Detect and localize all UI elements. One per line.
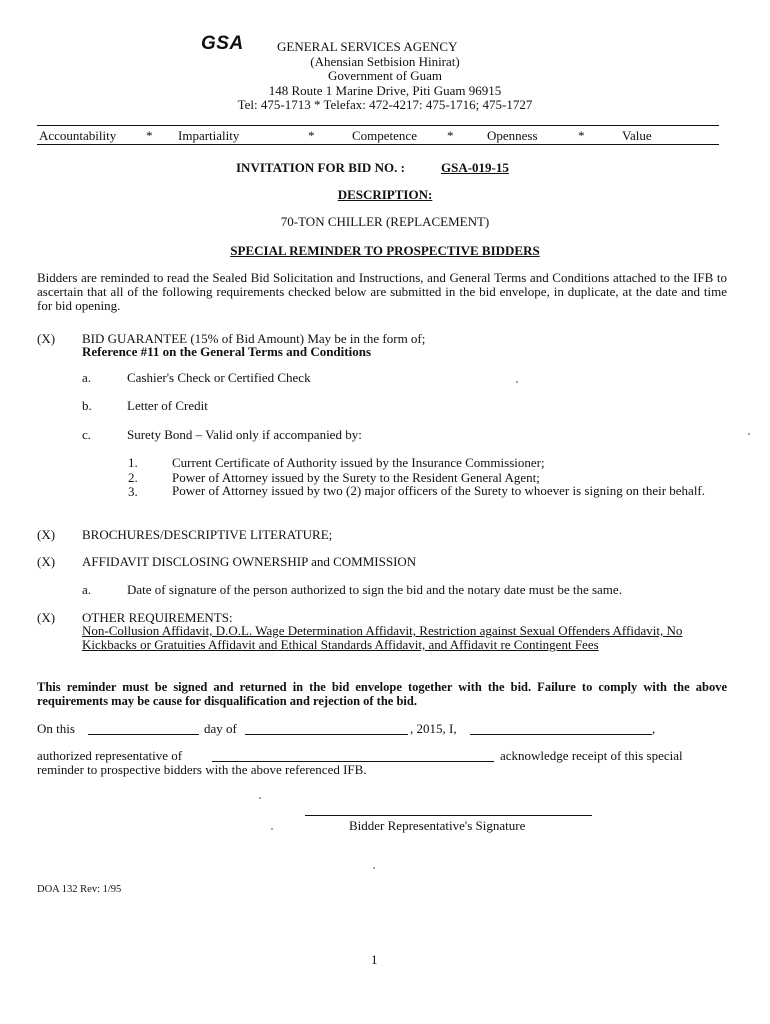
agency-native-name: (Ahensian Setbision Hinirat) [310, 54, 460, 69]
ack-year: , 2015, I, [410, 721, 457, 736]
ack-comma: , [652, 721, 656, 736]
ack-acknowledge: acknowledge receipt of this special [500, 748, 683, 763]
value-accountability: Accountability [39, 128, 117, 143]
agency-name: GENERAL SERVICES AGENCY [277, 39, 458, 54]
option-letter: a. [82, 370, 92, 385]
value-competence: Competence [352, 128, 417, 143]
ack-authorized: authorized representative of [37, 748, 183, 763]
surety-condition-num: 2. [128, 470, 138, 485]
value-value: Value [622, 128, 652, 143]
page-number: 1 [371, 952, 378, 967]
bid-guarantee-reference: Reference #11 on the General Terms and Conditions [82, 344, 372, 359]
affidavit-title: AFFIDAVIT DISCLOSING OWNERSHIP and COMMISSION [82, 554, 417, 569]
value-impartiality: Impartiality [178, 128, 240, 143]
surety-condition-num: 1. [128, 455, 138, 470]
ack-on-this: On this [37, 721, 75, 736]
value-separator: * [447, 128, 454, 143]
agency-phones: Tel: 475-1713 * Telefax: 472-4217: 475-1716; 475-1727 [237, 97, 533, 112]
reminder-heading: SPECIAL REMINDER TO PROSPECTIVE BIDDERS [230, 243, 540, 258]
intro-paragraph: Bidders are reminded to read the Sealed Bid Solicitation and Instructions, and General Terms and Conditions attached to the IFB to ascertain that all of the following requirements checked below are submitted in the bid envelope, in duplicate, at the date and time for bid opening. [37, 270, 727, 313]
form-code: DOA 132 Rev: 1/95 [37, 884, 122, 895]
other-requirements-list: Non-Collusion Affidavit, D.O.L. Wage Determination Affidavit, Restriction against Sexual Offenders Affidavit, No Kickbacks or Gratuities Affidavit and Ethical Standards Affidavit, and Affidavit re Contingent Fees [82, 623, 683, 652]
government-line: Government of Guam [327, 68, 443, 83]
brochures-mark: (X) [37, 527, 56, 542]
surety-condition-officers: Power of Attorney issued by two (2) major officers of the Surety to whoever is signing on their behalf. [172, 483, 706, 498]
bid-guarantee-title: BID GUARANTEE (15% of Bid Amount) May be in the form of; [82, 331, 426, 346]
surety-condition-certificate: Current Certificate of Authority issued by the Insurance Commissioner; [172, 455, 545, 470]
value-openness: Openness [487, 128, 538, 143]
option-cashiers-check: Cashier's Check or Certified Check [127, 370, 311, 385]
values-top-rule [37, 125, 719, 126]
other-mark: (X) [37, 610, 56, 625]
option-letter-of-credit: Letter of Credit [127, 398, 208, 413]
ack-day-of: day of [204, 721, 237, 736]
scan-speck [373, 867, 375, 869]
surety-condition-agent: Power of Attorney issued by the Surety to the Resident General Agent; [172, 470, 540, 485]
description-text: 70-TON CHILLER (REPLACEMENT) [280, 214, 490, 229]
surety-condition-num: 3. [128, 484, 138, 499]
invitation-label: INVITATION FOR BID NO. : [236, 160, 405, 175]
signature-line[interactable] [305, 815, 592, 816]
value-separator: * [146, 128, 153, 143]
signature-label: Bidder Representative's Signature [349, 818, 526, 833]
scan-speck [271, 828, 273, 830]
values-bottom-rule [37, 144, 719, 145]
invitation-number: GSA-019-15 [441, 160, 509, 175]
warning-statement: This reminder must be signed and returned in the bid envelope together with the bid. Failure to comply with the above requirements may be cause for disqualification and rejection of the bid. [37, 680, 727, 708]
ack-month-blank[interactable] [245, 734, 408, 735]
brochures-title: BROCHURES/DESCRIPTIVE LITERATURE; [82, 527, 333, 542]
value-separator: * [308, 128, 315, 143]
affidavit-note-letter: a. [82, 582, 92, 597]
option-surety-bond: Surety Bond – Valid only if accompanied by: [127, 427, 362, 442]
other-title: OTHER REQUIREMENTS: [82, 610, 233, 625]
ack-day-blank[interactable] [88, 734, 199, 735]
scan-speck [259, 797, 261, 799]
affidavit-note: Date of signature of the person authorized to sign the bid and the notary date must be the same. [127, 582, 622, 597]
gsa-logo: GSA [201, 33, 244, 54]
description-heading: DESCRIPTION: [337, 187, 433, 202]
agency-address: 148 Route 1 Marine Drive, Piti Guam 96915 [268, 83, 502, 98]
option-letter: c. [82, 427, 92, 442]
affidavit-mark: (X) [37, 554, 56, 569]
scan-speck [516, 381, 518, 383]
ack-name-blank[interactable] [470, 734, 652, 735]
value-separator: * [578, 128, 585, 143]
option-letter: b. [82, 398, 92, 413]
ack-line2: reminder to prospective bidders with the above referenced IFB. [37, 762, 367, 777]
scan-speck [748, 433, 750, 435]
bid-guarantee-mark: (X) [37, 331, 56, 346]
